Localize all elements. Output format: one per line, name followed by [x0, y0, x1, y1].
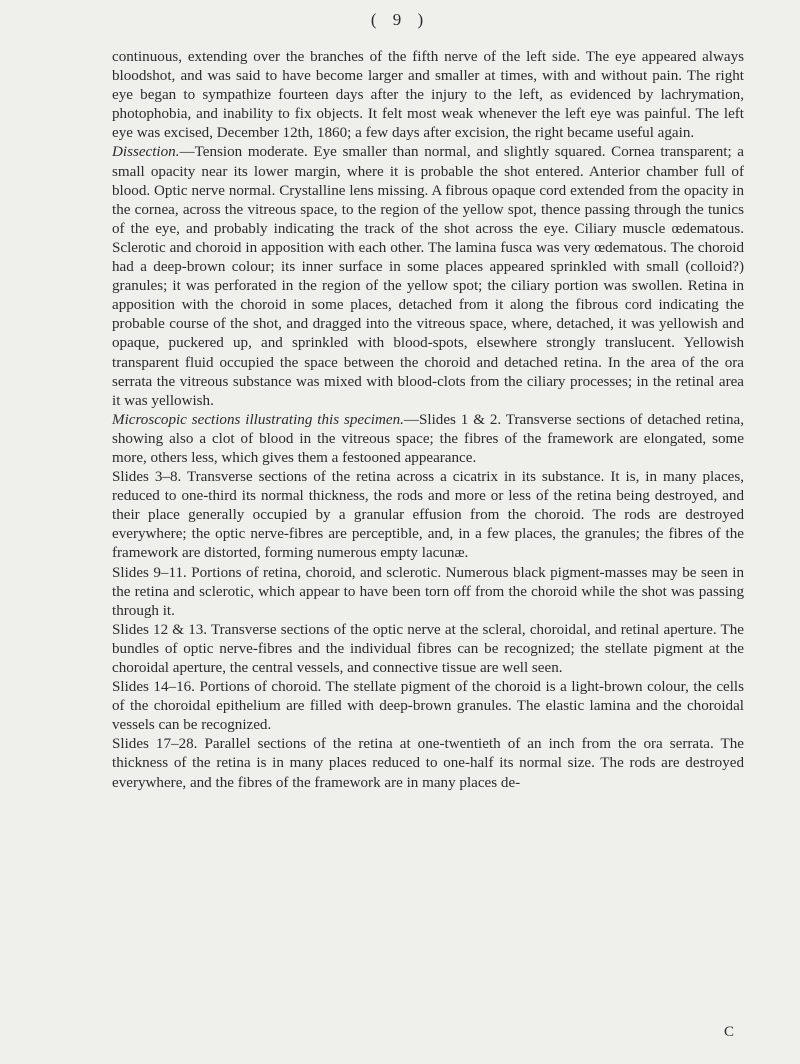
catchword: C	[724, 1024, 735, 1040]
paragraph-text: Slides 12 & 13. Transverse sections of the optic nerve at the scleral, choroidal, and retinal aperture. The bundles of optic nerve-fibres and the individual fibres can be recognized; the stellate pigment at the choroidal aperture, the central vessels, and connective tissue are well seen.	[112, 621, 744, 676]
paragraph-text: —Tension moderate. Eye smaller than normal, and slightly squared. Cornea transparent; a small opacity near its lower margin, where it is probable the shot entered. Anterior chamber full of blood. Optic nerve normal. Crystalline lens missing. A fibrous opaque cord extended from the opacity in the cornea, across the vitreous space, to the region of the yellow spot, thence passing through the tunics of the eye, and probably indicating the track of the shot across the eye. Ciliary muscle œdematous. Sclerotic and choroid in apposition with each other. The lamina fusca was very œdematous. The choroid had a deep-brown colour; its inner surface in some places appeared sprinkled with small (colloid?) granules; it was perforated in the region of the yellow spot; the ciliary portion was swollen. Retina in apposition with the choroid in some places, detached from it along the fibrous cord indicating the probable course of the shot, and dragged into the vitreous space, where, detached, it was yellowish and opaque, puckered up, and sprinkled with blood-spots, elsewhere strongly translucent. Yellowish transparent fluid occupied the space between the choroid and detached retina. In the area of the ora serrata the vitreous substance was mixed with blood-clots from the ciliary processes; in the retinal area it was yellowish.	[112, 144, 744, 409]
paragraph-slides-14-16	[112, 678, 744, 735]
paragraph-text: —Slides 1 & 2. Transverse sections of detached retina, showing also a clot of blood in the vitreous space; the fibres of the framework are elongated, some more, others less, which gives them a festooned appearance.	[112, 411, 744, 466]
page-number: ( 9 )	[370, 10, 430, 29]
paragraph-text: Slides 3–8. Transverse sections of the retina across a cicatrix in its substance. It is, in many places, reduced to one-third its normal thickness, the rods and more or less of the retina being destroyed, and their place generally occupied by a granular effusion from the choroid. The rods are destroyed everywhere; the optic nerve-fibres are perceptible, and, in a few places, the granules; the fibres of the framework are distorted, forming numerous empty lacunæ.	[112, 469, 744, 562]
paragraph-dissection	[112, 143, 744, 410]
paragraph-slides-9-11	[112, 564, 744, 621]
paragraph-lead: Microscopic sections illustrating this specimen.	[112, 411, 404, 428]
paragraph-slides-12-13	[112, 621, 744, 678]
paragraph-text: Slides 17–28. Parallel sections of the retina at one-twentieth of an inch from the ora serrata. The thickness of the retina is in many places reduced to one-half its normal size. The rods are destroyed everywhere, and the fibres of the framework are in many places de-	[112, 736, 744, 791]
paragraph-lead: Dissection.	[112, 144, 180, 161]
paragraph-text: continuous, extending over the branches of the fifth nerve of the left side. The eye appeared always bloodshot, and was said to have become larger and smaller at times, with and without pain. The right eye began to sympathize fourteen days after the injury to the left, as evidenced by lachrymation, photophobia, and inability to fix objects. It felt most weak whenever the left eye was painful. The left eye was excised, December 12th, 1860; a few days after excision, the right became useful again.	[112, 49, 744, 142]
paragraph-microscopic	[112, 411, 744, 468]
body-text	[112, 48, 744, 793]
paragraph-1	[112, 48, 744, 143]
paragraph-slides-17-28	[112, 735, 744, 792]
paragraph-text: Slides 9–11. Portions of retina, choroid, and sclerotic. Numerous black pigment-masses may be seen in the retina and sclerotic, which appear to have been torn off from the choroid while the shot was passing through it.	[112, 564, 744, 619]
paragraph-text: Slides 14–16. Portions of choroid. The stellate pigment of the choroid is a light-brown colour, the cells of the choroidal epithelium are filled with deep-brown granules. The elastic lamina and the choroidal vessels can be recognized.	[112, 679, 744, 734]
paragraph-slides-3-8	[112, 468, 744, 563]
